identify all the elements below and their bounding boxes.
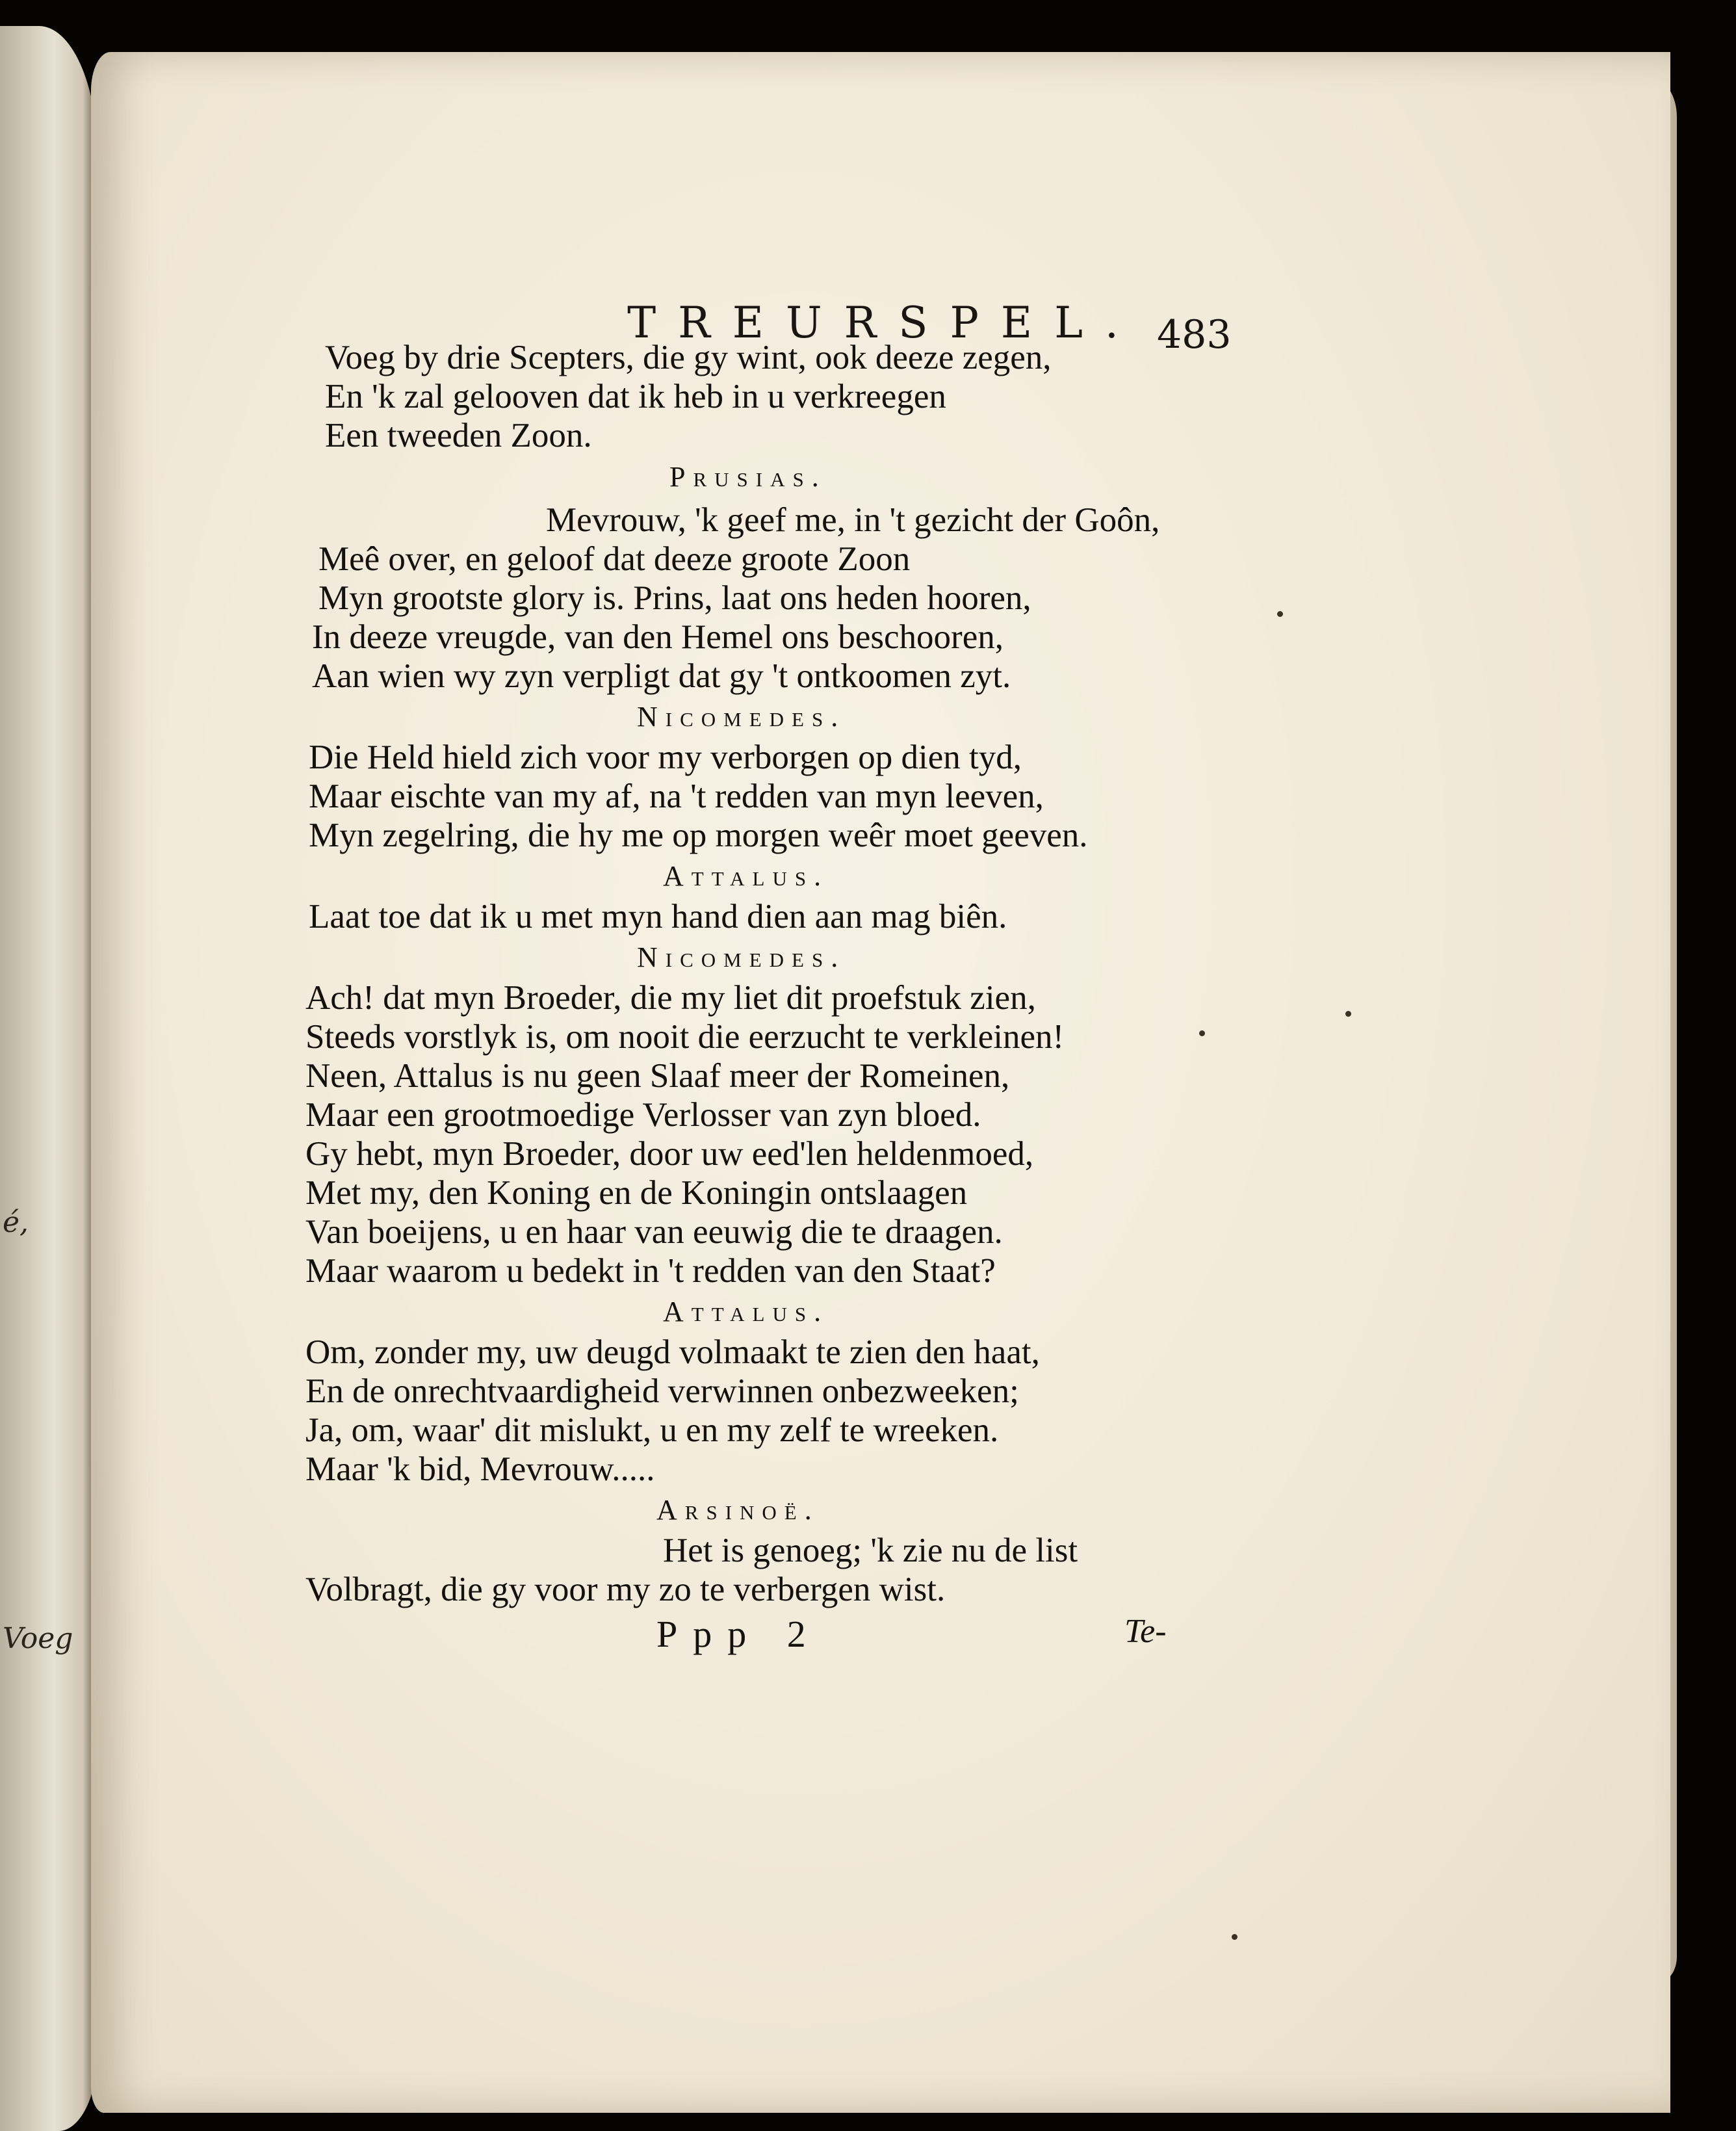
verse-line: Maar eischte van my af, na 't redden van myn leeven,: [309, 778, 1044, 815]
verse-line: Een tweeden Zoon.: [325, 417, 592, 454]
verse-line: Volbragt, die gy voor my zo te verbergen wist.: [305, 1571, 946, 1608]
verse-line: Ja, om, waar' dit mislukt, u en my zelf te wreeken.: [305, 1411, 999, 1449]
left-page-fragment: Voeg: [3, 1622, 73, 1655]
verse-line: Steeds vorstlyk is, om nooit die eerzucht te verkleinen!: [305, 1018, 1065, 1056]
verse-line: Myn grootste glory is. Prins, laat ons heden hooren,: [318, 579, 1031, 617]
verse-line: En de onrechtvaardigheid verwinnen onbezweeken;: [305, 1372, 1019, 1410]
verse-line: Neen, Attalus is nu geen Slaaf meer der Romeinen,: [305, 1057, 1010, 1095]
speaker-name: Nicomedes.: [637, 701, 846, 733]
verse-line: Meê over, en geloof dat deeze groote Zoon: [318, 540, 911, 578]
speaker-name: Arsinoë.: [656, 1494, 820, 1526]
verse-line: Die Held hield zich voor my verborgen op dien tyd,: [309, 739, 1022, 776]
verse-line: Van boeijens, u en haar van eeuwig die te draagen.: [305, 1213, 1003, 1251]
verse-line: Ach! dat myn Broeder, die my liet dit proefstuk zien,: [305, 979, 1036, 1017]
verse-line: Aan wien wy zyn verpligt dat gy 't ontkoomen zyt.: [312, 657, 1011, 695]
speaker-name: Nicomedes.: [637, 941, 846, 973]
verse-line: Maar waarom u bedekt in 't redden van den Staat?: [305, 1252, 996, 1290]
verse-line: Met my, den Koning en de Koningin ontslaagen: [305, 1174, 968, 1212]
verse-line: In deeze vreugde, van den Hemel ons beschooren,: [312, 618, 1004, 656]
verse-line: Het is genoeg; 'k zie nu de list: [663, 1532, 1078, 1569]
catchword: Te-: [1124, 1613, 1167, 1650]
speaker-name: Attalus.: [663, 1296, 829, 1327]
verse-line: Om, zonder my, uw deugd volmaakt te zien den haat,: [305, 1333, 1040, 1371]
verse-line: Voeg by drie Scepters, die gy wint, ook deeze zegen,: [325, 339, 1052, 376]
verse-line: En 'k zal gelooven dat ik heb in u verkreegen: [325, 378, 946, 415]
book-page: [91, 52, 1670, 2113]
verse-line: Maar een grootmoedige Verlosser van zyn bloed.: [305, 1096, 981, 1134]
verse-line: Mevrouw, 'k geef me, in 't gezicht der Goôn,: [546, 501, 1160, 539]
page-number: 483: [1157, 312, 1232, 358]
left-page-edge: [0, 26, 97, 2131]
page-text: [91, 52, 1670, 2113]
verse-line: Laat toe dat ik u met myn hand dien aan mag biên.: [309, 898, 1007, 935]
verse-line: Myn zegelring, die hy me op morgen weêr moet geeven.: [309, 817, 1088, 854]
verse-line: Gy hebt, myn Broeder, door uw eed'len heldenmoed,: [305, 1135, 1034, 1173]
speaker-name: Attalus.: [663, 860, 829, 892]
verse-line: Maar 'k bid, Mevrouw.....: [305, 1450, 655, 1488]
speaker-name: Prusias.: [669, 461, 827, 493]
printer-signature: Ppp 2: [656, 1613, 822, 1655]
running-title: TREURSPEL.: [627, 298, 1141, 348]
left-page-fragment: é,: [3, 1206, 29, 1239]
